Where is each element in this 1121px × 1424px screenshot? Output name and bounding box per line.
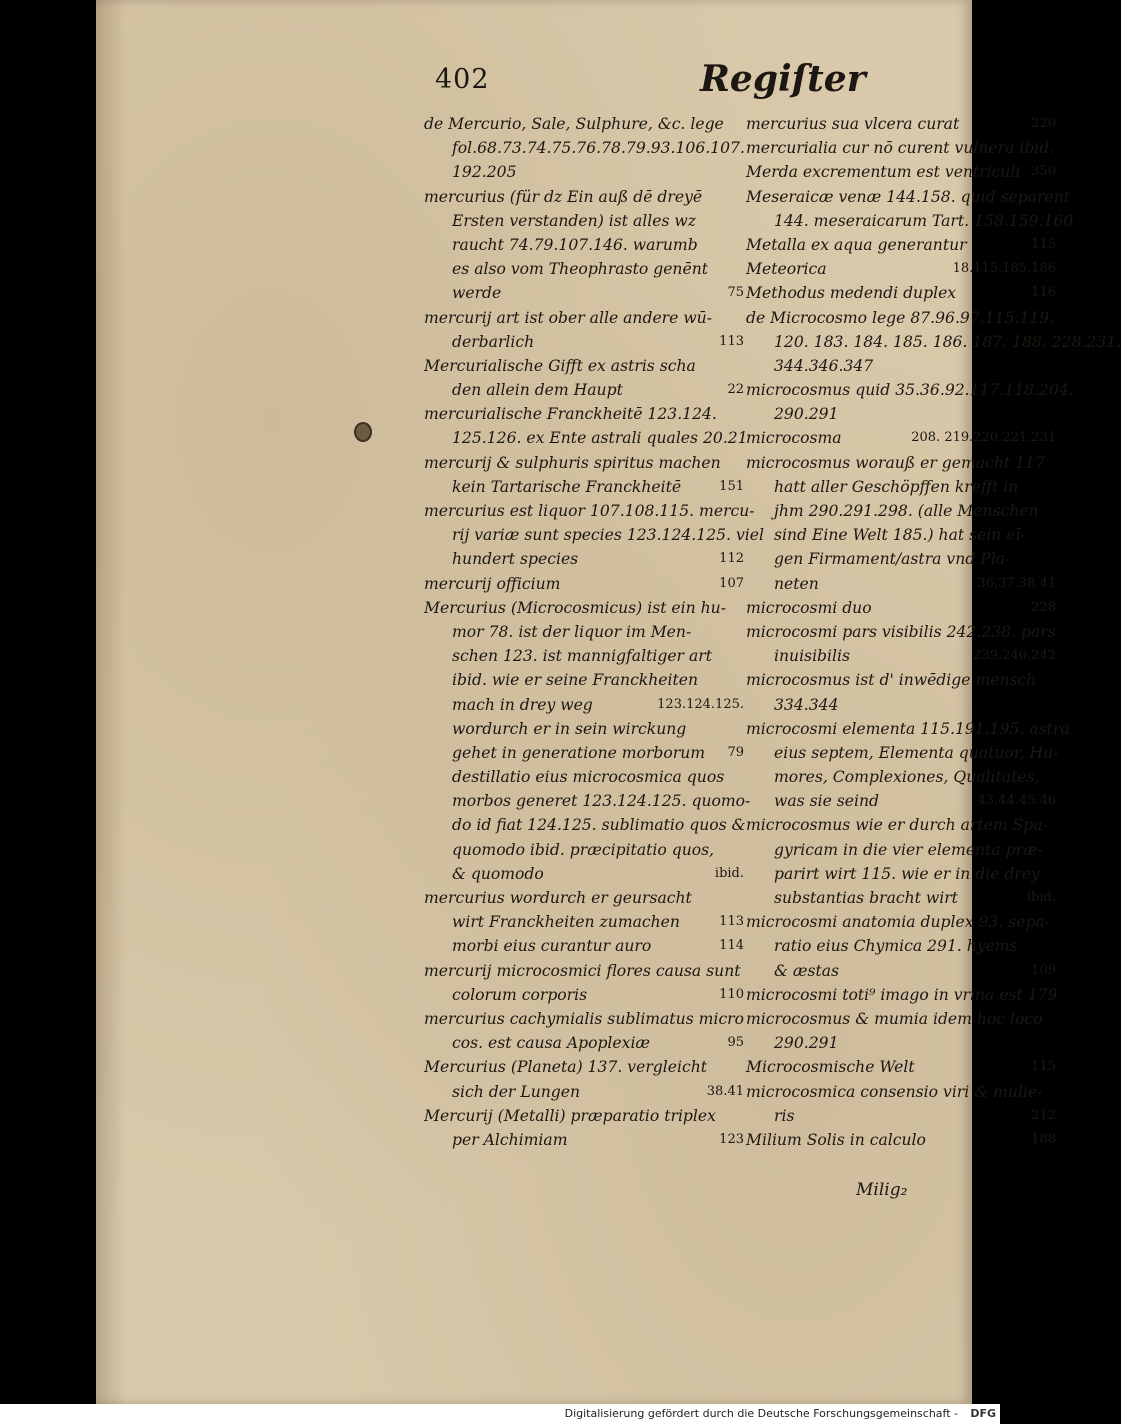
- index-entry-line: [424, 789, 751, 813]
- running-head: Regiſter: [700, 58, 866, 100]
- index-entry-text: mercurij microcosmici flores causa sunt: [424, 961, 741, 980]
- index-entry-page-ref: 38.41: [706, 1083, 744, 1099]
- index-entry-line: [424, 693, 744, 717]
- index-entry-text: Meteorica: [746, 260, 827, 279]
- index-entry-page-ref: 212: [1031, 1107, 1056, 1123]
- index-entry-line: [746, 1031, 1056, 1055]
- index-entry-text: gen Firmament/astra vnd Pla-: [774, 550, 1011, 569]
- index-entry-text: hatt aller Geschöpffen krefft in: [774, 477, 1019, 496]
- index-entry-line: [424, 886, 744, 910]
- index-entry-text: microcosma: [746, 429, 842, 448]
- index-entry-text: substantias bracht wirt: [774, 889, 958, 907]
- index-entry-page-ref: 110: [719, 986, 744, 1002]
- index-entry-text: morbi eius curantur auro: [452, 937, 652, 956]
- index-entry-text: morbos generet 123.124.125. quomo-: [452, 792, 751, 811]
- index-entry-line: [746, 668, 1056, 692]
- index-entry-text: do id fiat 124.125. sublimatio quos &: [452, 816, 746, 835]
- dfg-logo: DFG: [970, 1407, 996, 1420]
- index-entry-page-ref: 95: [727, 1035, 744, 1051]
- index-entry-line: [746, 983, 1056, 1007]
- index-column-right: [746, 112, 1121, 1152]
- index-entry-text: wordurch er in sein wirckung: [452, 719, 687, 738]
- index-entry-line: [746, 693, 1056, 717]
- index-entry-text: de Microcosmo lege 87.96.97.115.119.: [746, 308, 1055, 327]
- index-entry-line: [424, 257, 744, 281]
- index-entry-line: [746, 717, 1070, 741]
- index-entry-line: [424, 112, 744, 136]
- index-entry-line: [424, 330, 744, 354]
- index-entry-text: microcosmus wie er durch artem Spa-: [746, 816, 1048, 835]
- index-entry-text: mach in drey weg: [452, 695, 593, 714]
- index-entry-line: [746, 185, 1071, 209]
- index-entry-page-ref: 36.37.38.41: [977, 575, 1056, 591]
- index-entry-line: [424, 983, 744, 1007]
- catchword: Milig₂: [856, 1180, 908, 1200]
- index-entry-text: mor 78. ist der liquor im Men-: [452, 622, 692, 641]
- index-entry-line: [424, 136, 744, 160]
- index-entry-page-ref: 113: [719, 333, 744, 349]
- index-entry-line: [424, 596, 744, 620]
- index-column-left: [424, 112, 764, 1152]
- index-entry-text: eius septem, Elementa quatuor, Hu-: [774, 743, 1059, 762]
- index-entry-line: [424, 644, 744, 668]
- index-entry-line: [746, 910, 1056, 934]
- index-entry-text: Mercurius (Microcosmicus) ist ein hu-: [424, 598, 726, 617]
- index-entry-text: sich der Lungen: [452, 1082, 581, 1101]
- index-entry-line: [424, 741, 744, 765]
- index-entry-line: [424, 910, 744, 934]
- index-entry-text: & æstas: [774, 961, 840, 980]
- index-entry-line: [746, 378, 1074, 402]
- index-entry-text: microcosmus worauß er gemacht 117: [746, 453, 1045, 472]
- index-entry-text: ratio eius Chymica 291. hyems: [774, 937, 1018, 956]
- index-entry-line: [424, 306, 744, 330]
- index-entry-text: microcosmus quid 35.36.92.117.118.204.: [746, 381, 1074, 400]
- index-entry-page-ref: 75: [727, 285, 744, 301]
- index-entry-line: [424, 426, 748, 450]
- index-entry-line: [424, 1080, 744, 1104]
- index-entry-text: jhm 290.291.298. (alle Menschen: [774, 502, 1039, 520]
- index-entry-line: [746, 1080, 1056, 1104]
- index-entry-text: microcosmi anatomia duplex 93. sepa-: [746, 913, 1051, 932]
- index-entry-line: [746, 402, 1056, 426]
- index-entry-text: microcosmi elementa 115.191.195. astra: [746, 719, 1070, 738]
- index-entry-text: per Alchimiam: [452, 1130, 568, 1149]
- index-entry-page-ref: 220: [1031, 116, 1056, 131]
- index-entry-line: [424, 1128, 744, 1152]
- index-entry-line: [424, 402, 744, 426]
- index-entry-line: [746, 886, 1056, 910]
- index-entry-page-ref: ibid.: [1026, 890, 1056, 905]
- index-entry-line: [746, 959, 1056, 983]
- index-entry-page-ref: 188: [1031, 1131, 1056, 1147]
- index-entry-text: inuisibilis: [774, 647, 850, 666]
- index-entry-line: [424, 185, 744, 209]
- index-entry-line: [746, 160, 1056, 184]
- index-entry-line: [424, 378, 744, 402]
- index-entry-line: [424, 717, 744, 741]
- index-entry-text: mercurij officium: [424, 574, 561, 593]
- index-entry-text: microcosmi duo: [746, 598, 872, 617]
- index-entry-line: [424, 547, 744, 571]
- index-entry-text: raucht 74.79.107.146. warumb: [452, 235, 698, 254]
- index-entry-line: [746, 499, 1056, 523]
- index-entry-line: [424, 1104, 744, 1128]
- index-entry-line: [746, 789, 1056, 813]
- index-entry-line: [424, 209, 744, 233]
- index-entry-page-ref: 22: [727, 382, 744, 398]
- index-entry-text: 290.291: [774, 1034, 839, 1053]
- index-entry-line: [424, 1031, 744, 1055]
- index-entry-line: [746, 209, 1074, 233]
- digitization-footer: [0, 1404, 1000, 1424]
- index-entry-page-ref: 109: [1031, 962, 1056, 978]
- index-entry-page-ref: 208. 219.220.221.231: [911, 430, 1056, 446]
- index-entry-page-ref: 113: [719, 914, 744, 930]
- index-entry-line: [746, 838, 1056, 862]
- index-entry-line: [746, 1104, 1056, 1128]
- index-entry-text: 344.346.347: [774, 356, 874, 375]
- index-entry-page-ref: 107: [719, 575, 744, 591]
- index-entry-line: [746, 547, 1056, 571]
- index-entry-line: [746, 354, 1056, 378]
- index-entry-line: [424, 451, 744, 475]
- index-entry-text: Mercurius (Planeta) 137. vergleicht: [424, 1058, 708, 1077]
- index-entry-line: [424, 572, 744, 596]
- index-entry-text: microcosmi toti⁹ imago in vrina est 179: [746, 985, 1058, 1004]
- index-entry-line: [746, 257, 1056, 281]
- index-entry-page-ref: 151: [719, 478, 744, 494]
- index-entry-text: gyricam in die vier elementa præ-: [774, 840, 1043, 859]
- index-entry-text: Metalla ex aqua generantur: [746, 235, 967, 254]
- paper-hole-mark: [354, 422, 372, 442]
- index-entry-page-ref: 43.44.45.46: [977, 793, 1056, 809]
- index-entry-text: Mercurialische Gifft ex astris scha: [424, 356, 696, 375]
- index-entry-line: [424, 233, 744, 257]
- index-entry-line: [746, 934, 1056, 958]
- index-entry-text: quomodo ibid. præcipitatio quos,: [452, 840, 715, 859]
- index-entry-text: mercurij art ist ober alle andere wū-: [424, 308, 712, 327]
- index-entry-line: [424, 813, 744, 837]
- index-entry-text: schen 123. ist mannigfaltiger art: [452, 647, 712, 666]
- index-entry-text: mercurius est liquor 107.108.115. mercu-: [424, 502, 755, 520]
- index-entry-page-ref: 115: [1031, 1059, 1056, 1075]
- index-entry-text: microcosmi pars visibilis 242.238. pars: [746, 622, 1056, 641]
- index-entry-line: [424, 765, 744, 789]
- index-entry-line: [746, 765, 1056, 789]
- index-entry-line: [424, 668, 744, 692]
- index-entry-page-ref: 228: [1031, 599, 1056, 615]
- index-entry-text: 192.205: [452, 163, 517, 182]
- index-entry-line: [424, 1055, 744, 1079]
- book-page: [96, 0, 1121, 1404]
- index-entry-line: [746, 620, 1056, 644]
- index-entry-line: [746, 1007, 1056, 1031]
- index-entry-line: [746, 813, 1056, 837]
- index-entry-line: [746, 306, 1056, 330]
- index-entry-line: [746, 330, 1121, 354]
- index-entry-text: Meseraicæ venæ 144.158. quid separent: [746, 187, 1071, 206]
- index-entry-text: sind Eine Welt 185.) hat sein eī-: [774, 526, 1026, 545]
- index-entry-line: [746, 426, 1056, 450]
- index-entry-line: [424, 354, 744, 378]
- index-entry-line: [424, 281, 744, 305]
- index-entry-text: 290.291: [774, 405, 839, 424]
- index-entry-line: [746, 523, 1056, 547]
- index-entry-text: colorum corporis: [452, 985, 588, 1004]
- index-entry-text: mercurialia cur nō curent vulnera ibid.: [746, 139, 1055, 158]
- index-entry-line: [746, 233, 1056, 257]
- index-entry-text: Ersten verstanden) ist alles wz: [452, 211, 696, 230]
- footer-credit: Digitalisierung gefördert durch die Deutsche Forschungsgemeinschaft -: [564, 1407, 958, 1420]
- index-entry-text: parirt wirt 115. wie er in die drey: [774, 864, 1040, 883]
- index-entry-text: cos. est causa Apoplexiæ: [452, 1034, 651, 1053]
- index-entry-text: 144. meseraicarum Tart. 158.159.160: [774, 211, 1074, 230]
- index-entry-text: mercurius (für dz Ein auß dē dreyē: [424, 187, 703, 206]
- index-entry-page-ref: 115: [1031, 236, 1056, 252]
- index-entry-text: ibid. wie er seine Franckheiten: [452, 671, 699, 690]
- index-entry-line: [746, 112, 1056, 136]
- index-entry-text: 120. 183. 184. 185. 186. 187. 188. 228.231.: [774, 332, 1121, 351]
- index-entry-text: rij variæ sunt species 123.124.125. viel: [452, 526, 764, 545]
- index-entry-line: [424, 934, 744, 958]
- index-entry-text: & quomodo: [452, 864, 544, 883]
- index-entry-line: [424, 1007, 744, 1031]
- index-entry-page-ref: 114: [719, 938, 744, 954]
- index-entry-line: [424, 959, 744, 983]
- index-entry-line: [424, 475, 744, 499]
- index-entry-text: werde: [452, 284, 502, 303]
- index-entry-page-ref: 239.240.242: [973, 648, 1056, 664]
- index-entry-line: [424, 620, 744, 644]
- index-entry-page-ref: 123: [719, 1131, 744, 1147]
- index-entry-line: [746, 596, 1056, 620]
- index-entry-line: [746, 862, 1056, 886]
- index-entry-text: den allein dem Haupt: [452, 381, 623, 400]
- index-entry-page-ref: 112: [719, 551, 744, 567]
- index-entry-text: es also vom Theophrasto genēnt: [452, 260, 709, 279]
- index-entry-line: [746, 1128, 1056, 1152]
- index-entry-line: [746, 475, 1056, 499]
- index-entry-text: Merda excrementum est ventriculi: [746, 163, 1021, 182]
- index-entry-page-ref: 18.115.185.186: [952, 261, 1056, 277]
- index-entry-text: Mercurij (Metalli) præparatio triplex: [424, 1106, 716, 1125]
- index-entry-text: microcosmus ist d' inwēdige mensch: [746, 671, 1037, 690]
- index-entry-text: hundert species: [452, 550, 579, 569]
- index-entry-text: wirt Franckheiten zumachen: [452, 913, 680, 932]
- index-entry-text: microcosmica consensio viri & mulie-: [746, 1082, 1043, 1101]
- index-entry-page-ref: 79: [727, 744, 744, 760]
- index-entry-text: mercurius cachymialis sublimatus micro: [424, 1009, 745, 1028]
- index-entry-text: ris: [774, 1106, 795, 1125]
- index-entry-page-ref: 116: [1031, 285, 1056, 301]
- index-entry-line: [424, 499, 755, 523]
- index-entry-text: Methodus medendi duplex: [746, 284, 957, 303]
- index-entry-line: [746, 136, 1056, 160]
- index-entry-text: mercurius wordurch er geursacht: [424, 889, 692, 907]
- index-entry-line: [746, 1055, 1056, 1079]
- index-entry-line: [746, 741, 1059, 765]
- index-entry-text: derbarlich: [452, 332, 535, 351]
- index-entry-page-ref: ibid.: [714, 865, 744, 881]
- index-entry-text: de Mercurio, Sale, Sulphure, &c. lege: [424, 115, 724, 133]
- index-entry-text: mercurialische Franckheitē 123.124.: [424, 405, 717, 424]
- index-entry-page-ref: 123.124.125.: [657, 696, 744, 712]
- index-entry-text: 334.344: [774, 695, 839, 714]
- index-entry-text: destillatio eius microcosmica quos: [452, 768, 725, 787]
- index-entry-line: [746, 451, 1056, 475]
- index-entry-text: Milium Solis in calculo: [746, 1130, 926, 1149]
- index-entry-line: [746, 281, 1056, 305]
- index-entry-line: [746, 572, 1056, 596]
- index-entry-text: mercurius sua vlcera curat: [746, 115, 960, 133]
- index-entry-line: [424, 862, 744, 886]
- index-entry-text: was sie seind: [774, 792, 880, 811]
- index-entry-line: [746, 644, 1056, 668]
- index-entry-text: gehet in generatione morborum: [452, 743, 706, 762]
- index-entry-page-ref: 350: [1031, 164, 1056, 180]
- index-entry-line: [424, 160, 744, 184]
- index-entry-text: 125.126. ex Ente astrali quales 20.21: [452, 429, 748, 448]
- page-number: 402: [435, 64, 490, 95]
- index-entry-text: mercurij & sulphuris spiritus machen: [424, 453, 721, 472]
- index-entry-text: kein Tartarische Franckheitē: [452, 477, 682, 496]
- index-entry-text: Microcosmische Welt: [746, 1058, 915, 1077]
- index-entry-text: fol.68.73.74.75.76.78.79.93.106.107.: [452, 139, 745, 158]
- index-entry-text: neten: [774, 574, 819, 593]
- index-entry-line: [424, 523, 764, 547]
- index-entry-line: [424, 838, 744, 862]
- index-entry-text: mores, Complexiones, Qualitates,: [774, 768, 1040, 787]
- index-entry-text: microcosmus & mumia idem hoc loco: [746, 1009, 1043, 1028]
